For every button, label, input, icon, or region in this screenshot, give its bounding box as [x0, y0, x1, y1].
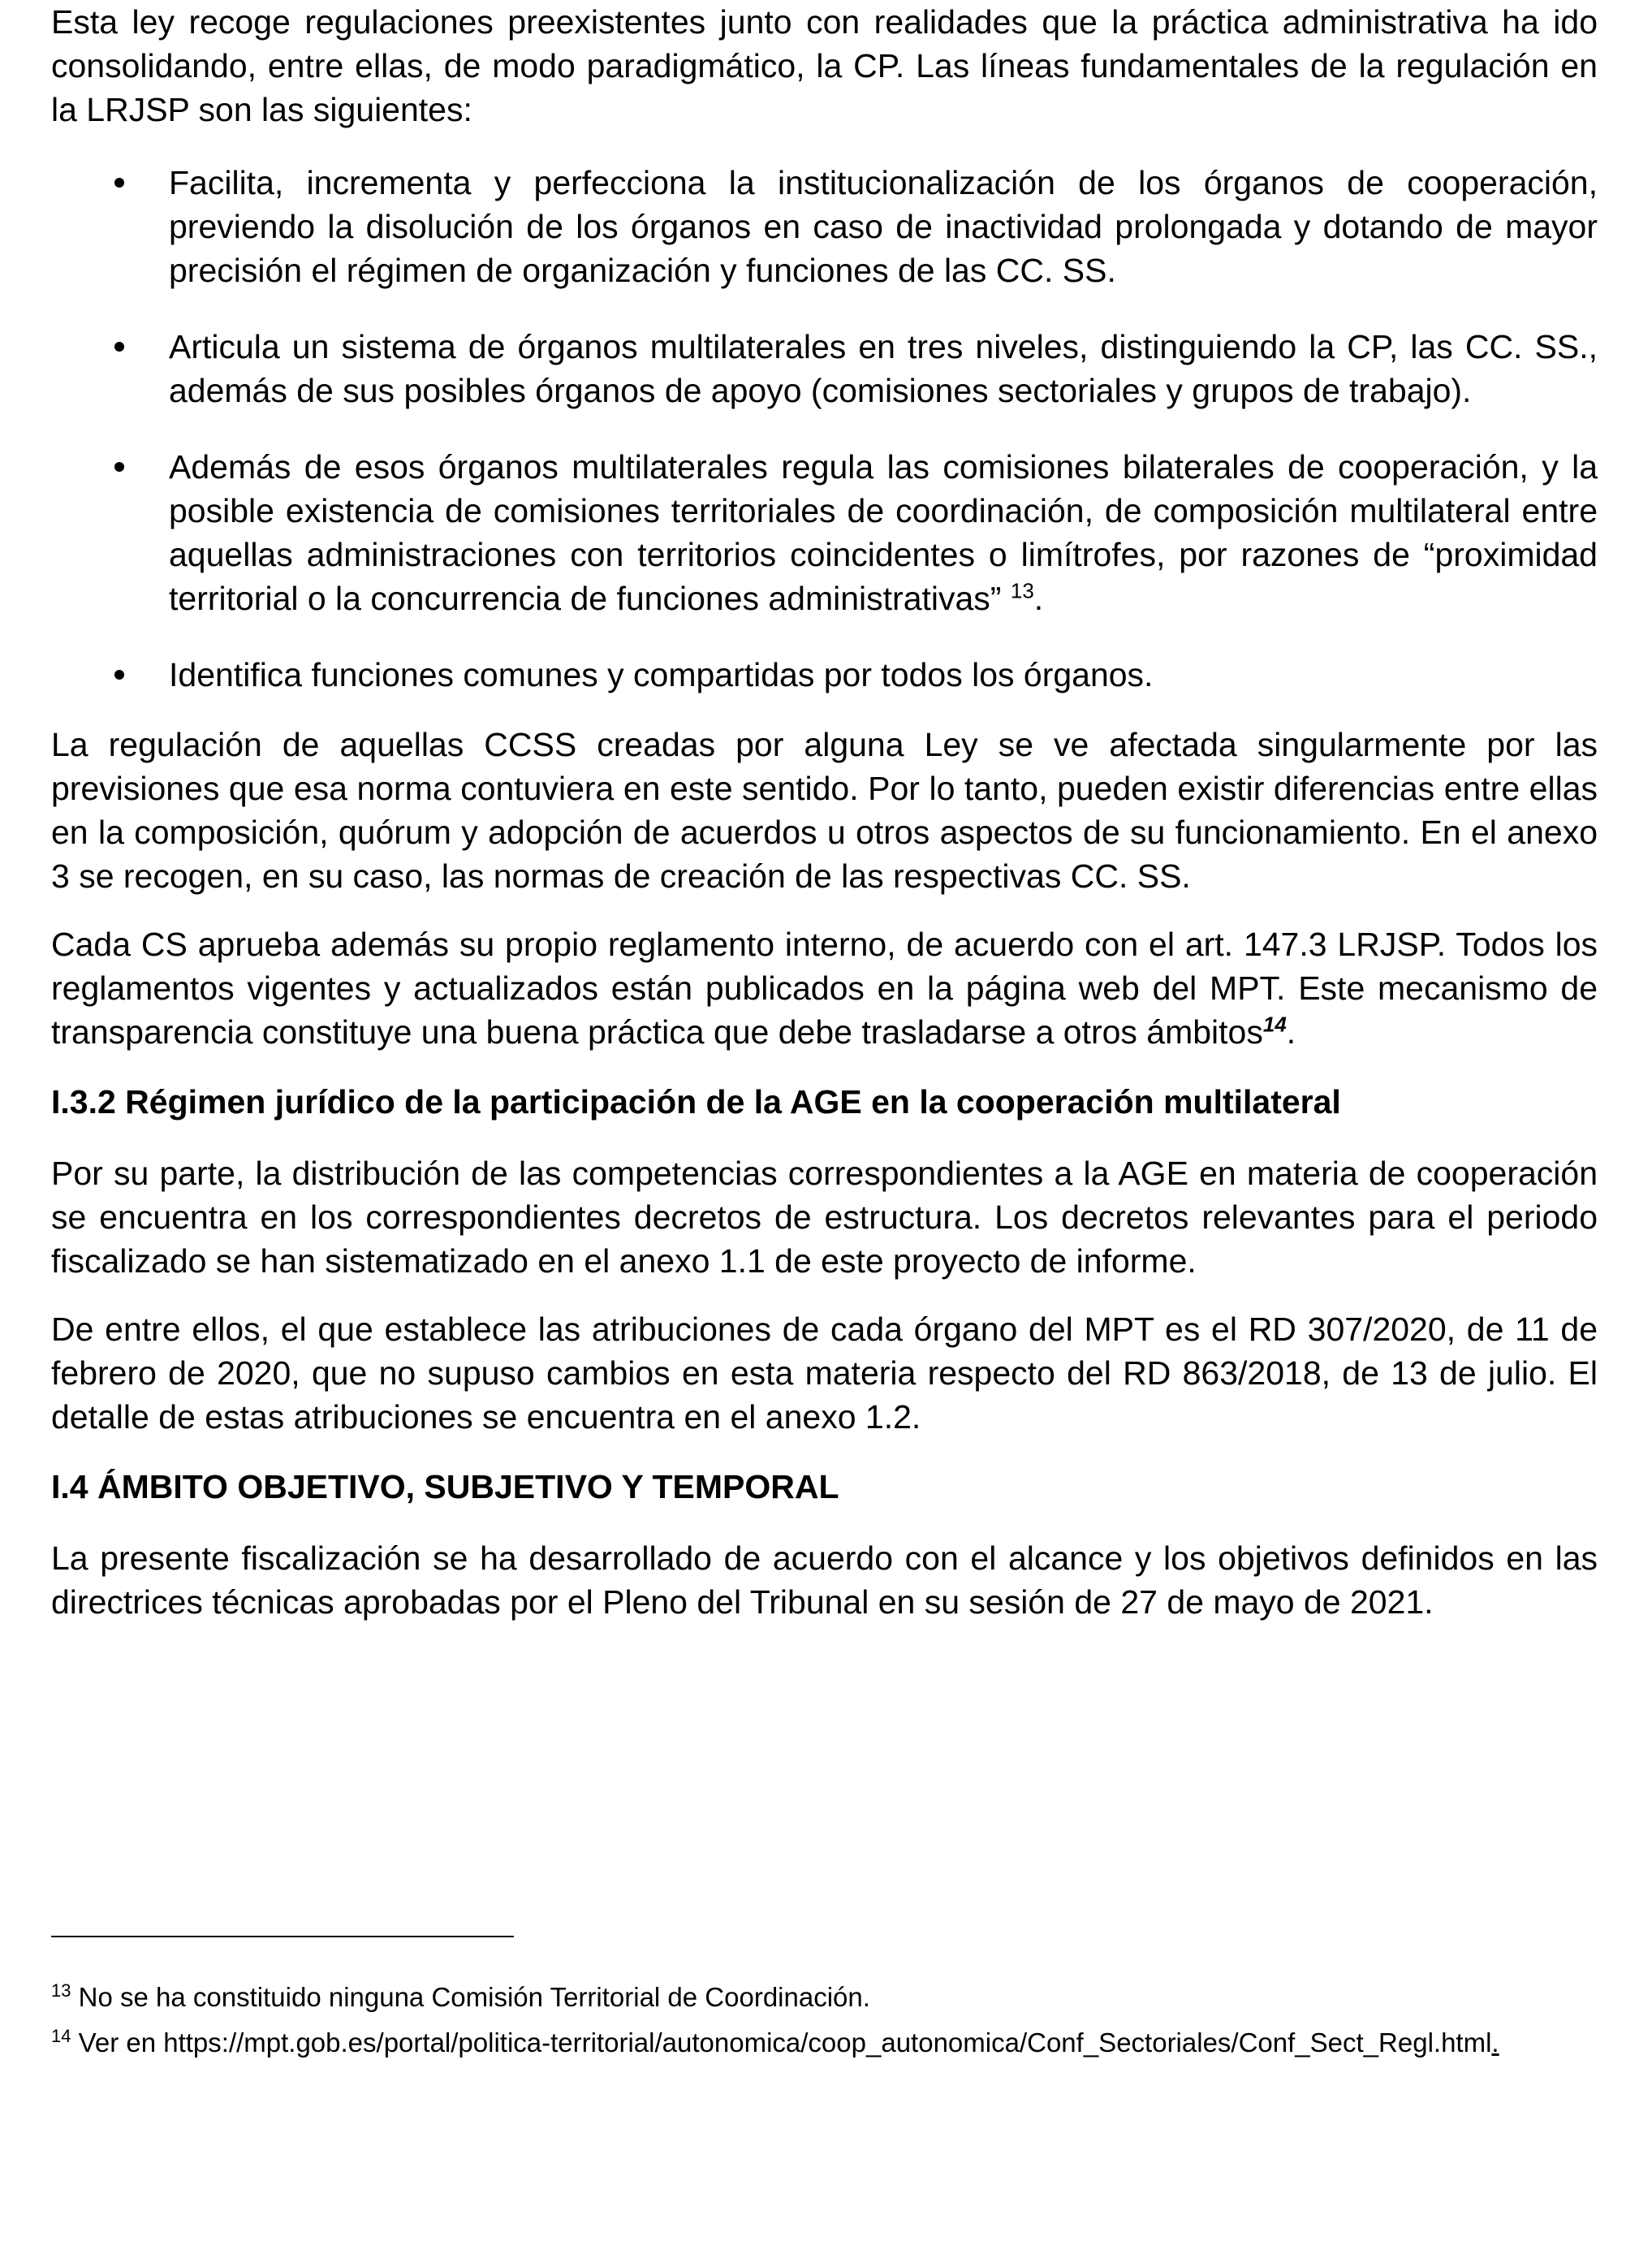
bullet-item	[51, 161, 1598, 292]
bullet-item	[51, 445, 1598, 620]
bullet-icon	[114, 342, 124, 352]
paragraph-distribucion: Por su parte, la distribución de las competencias correspondientes a la AGE en materia de cooperación se encuentra en los correspondientes decretos de estructura. Los decretos relevantes para el periodo fiscalizado se han sistematizado en el anexo 1.1 de este proyecto de informe.	[51, 1155, 1598, 1280]
paragraph-ccss: La regulación de aquellas CCSS creadas por alguna Ley se ve afectada singularmente por las previsiones que esa norma contuviera en este sentido. Por lo tanto, pueden existir diferencias entre ellas en la composición, quórum y adopción de acuerdos u otros aspectos de su funcionamiento. En el anexo 3 se recogen, en su caso, las normas de creación de las respectivas CC. SS.	[51, 726, 1598, 895]
section-heading-1-3-2: I.3.2 Régimen jurídico de la participación de la AGE en la cooperación multilateral	[51, 1083, 1341, 1121]
footnotes	[51, 1981, 1598, 2072]
paragraph-fiscalizacion: La presente fiscalización se ha desarrollado de acuerdo con el alcance y los objetivos definidos en las directrices técnicas aprobadas por el Pleno del Tribunal en su sesión de 27 de mayo de 2021.	[51, 1539, 1598, 1621]
bullet-text: Facilita, incrementa y perfecciona la institucionalización de los órganos de cooperación, previendo la disolución de los órganos en caso de inactividad prolongada y dotando de mayor precisión el régimen de organización y funciones de las CC. SS.	[169, 164, 1598, 289]
paragraph-rd: De entre ellos, el que establece las atribuciones de cada órgano del MPT es el RD 307/2020, de 11 de febrero de 2020, que no supuso cambios en esta materia respecto del RD 863/2018, de 13 de julio. El detalle de estas atribuciones se encuentra en el anexo 1.2.	[51, 1311, 1598, 1436]
section-heading-1-4: I.4 ÁMBITO OBJETIVO, SUBJETIVO Y TEMPORAL	[51, 1468, 839, 1505]
bullet-text: Además de esos órganos multilaterales regula las comisiones bilaterales de cooperación, y la posible existencia de comisiones territoriales de coordinación, de composición multilateral entre aquellas administraciones con territorios coincidentes o limítrofes, por razones de “proximidad territorial o la concurrencia de funciones administrativas”	[169, 448, 1598, 617]
bullet-icon	[114, 178, 124, 188]
footnote-text: No se ha constituido ninguna Comisión Territorial de Coordinación.	[71, 1982, 870, 2012]
paragraph-reglamento-end: .	[1286, 1013, 1296, 1051]
bullet-text: Identifica funciones comunes y compartidas por todos los órganos.	[169, 656, 1154, 693]
bullet-item	[51, 653, 1598, 697]
paragraph-reglamento	[51, 922, 1598, 1054]
bullet-text: Articula un sistema de órganos multilaterales en tres niveles, distinguiendo la CP, las CC. SS., además de sus posibles órganos de apoyo (comisiones sectoriales y grupos de trabajo).	[169, 328, 1598, 409]
footnote-number: 14	[51, 2026, 71, 2046]
bullet-text-end: .	[1033, 580, 1044, 617]
footnote-14	[51, 2027, 1598, 2059]
footnote-separator	[51, 1936, 514, 1937]
footnote-13	[51, 1981, 1598, 2014]
document-page	[51, 0, 1598, 1624]
footnote-ref-13[interactable]: 13	[1010, 578, 1034, 603]
regulation-bullet-list	[51, 161, 1598, 697]
bullet-icon	[114, 670, 124, 680]
bullet-icon	[114, 462, 124, 472]
bullet-item	[51, 325, 1598, 412]
footnote-end: .	[1491, 2027, 1499, 2058]
paragraph-reglamento-text: Cada CS aprueba además su propio reglamento interno, de acuerdo con el art. 147.3 LRJSP. Todos los reglamentos vigentes y actualizados están publicados en la página web del MPT. Este mecanismo de transparencia constituye una buena práctica que debe trasladarse a otros ámbitos	[51, 926, 1598, 1051]
footnote-number: 13	[51, 1980, 71, 2001]
footnote-ref-14[interactable]: 14	[1262, 1012, 1287, 1037]
paragraph-intro: Esta ley recoge regulaciones preexistentes junto con realidades que la práctica administrativa ha ido consolidando, entre ellas, de modo paradigmático, la CP. Las líneas fundamentales de la regulación en la LRJSP son las siguientes:	[51, 3, 1598, 128]
footnote-link[interactable]: Ver en https://mpt.gob.es/portal/politica-territorial/autonomica/coop_autonomica/Conf_Sectoriales/Conf_Sect_Regl.html	[71, 2027, 1492, 2058]
